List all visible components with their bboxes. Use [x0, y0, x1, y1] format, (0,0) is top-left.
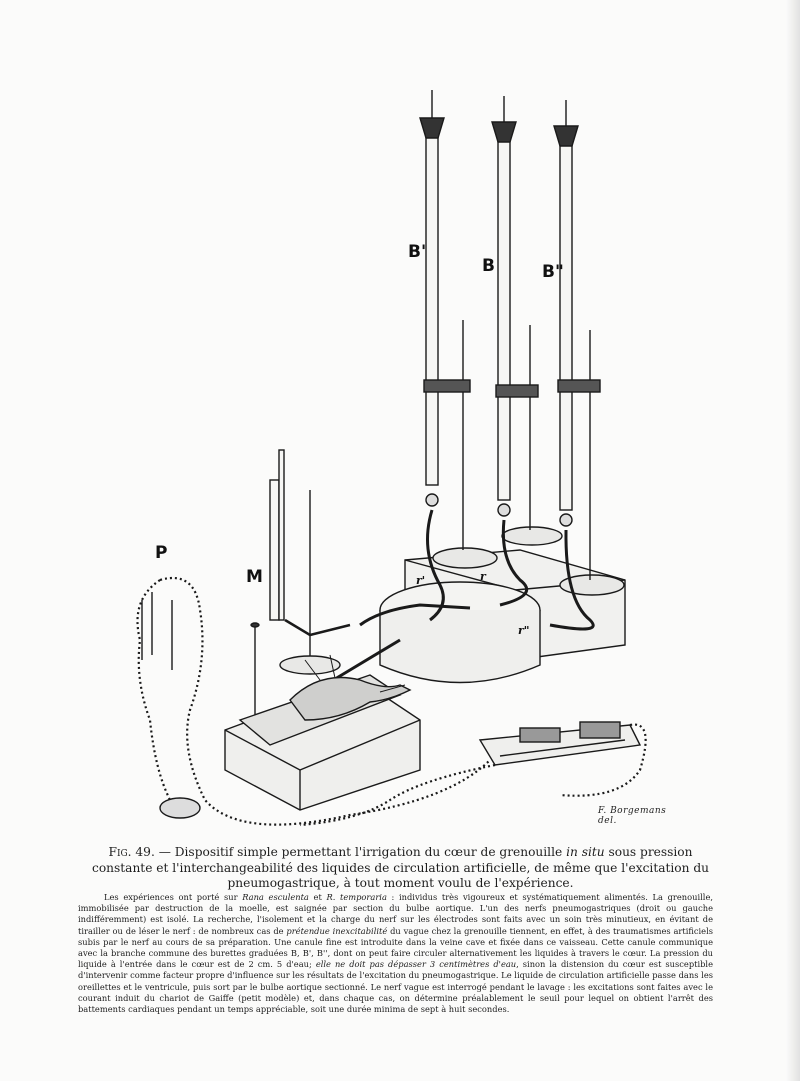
label-r-prime: r' [416, 574, 426, 587]
body-text-run: , sinon la distension du cœur est susceptible d'intervenir comme facteur propre d'influence sur les résultats de l'excitation du pneumogastrique. Le liquide de circulation artificielle passe dans les oreillettes et le ventricule, puis sort par le bulbe aortique sectionné. Le nerf vague est interrogé pendant le lavage : les excitations sont faites avec le courant induit du chariot de Gaiffe (petit modèle) et, dans chaque cas, on détermine préalablement le seuil pour lequel on obtient l'arrêt des battements cardiaques pendant un temps appréciable, soit une durée minima de sept à huit secondes. [78, 959, 713, 1015]
body-italic-run: Rana esculenta [242, 892, 309, 902]
body-italic-run: elle ne doit pas dépasser 3 centimètres d'eau [315, 959, 517, 970]
apparatus-illustration [120, 80, 680, 840]
label-m: M [246, 567, 263, 587]
body-text-run: : individus très vigoureux et systématiquement alimentés. La grenouille, immobilisée par destruction de la moelle, est saignée par section du bulbe aortique. L'un des nerfs pneumogastriques (droit ou gauche indifféremment) est isolé. La recherche, l'isolement et la charge du nerf sur les électrodes sont faits avec un soin très minutieux, en évitant de tirailler ou de léser le nerf : de nombreux cas de [78, 892, 713, 936]
label-r-double: r" [518, 624, 530, 637]
label-r: r [480, 570, 486, 583]
body-paragraph [78, 892, 713, 1015]
label-burette-b: B [482, 256, 495, 276]
caption-emphasis: in situ [566, 845, 605, 859]
page-edge-shadow [786, 0, 800, 1081]
body-italic-run: R. temporaria [326, 892, 387, 902]
figure-caption [78, 845, 723, 892]
caption-dash: — [154, 845, 175, 859]
label-p: P [155, 543, 168, 563]
artist-signature: F. Borgemans del. [598, 806, 667, 826]
body-text-run: du vague chez la grenouille tiennent, en effet, à des traumatismes artificiels subis par le nerf au cours de sa préparation. Une canule fine est introduite dans la veine cave et fixée dans ce vaisseau. Cette canule communique avec la branche commune des burettes graduées B, B', B'', dont on peut faire circuler alternativement les liquides à travers le cœur. La pression du liquide à l'entrée dans le cœur est de 2 cm. 5 d'eau; [78, 925, 714, 970]
figure-number: Fig. 49. [108, 845, 155, 859]
caption-text: Dispositif simple permettant l'irrigation du cœur de grenouille [174, 845, 567, 859]
body-text-run: et [308, 892, 327, 902]
body-italic-run: prétendue inexcitabilité [286, 925, 388, 936]
body-text-run: Les expériences ont porté sur [104, 892, 243, 902]
label-burette-b-double: B" [542, 262, 564, 282]
apparatus-figure [120, 80, 680, 840]
caption-text-continued: sous pression constante et l'interchangeabilité des liquides de circulation artificielle, de même que l'excitation du pneumogastrique, à tout moment voulu de l'expérience. [92, 845, 709, 890]
label-burette-b-prime: B' [408, 242, 427, 262]
